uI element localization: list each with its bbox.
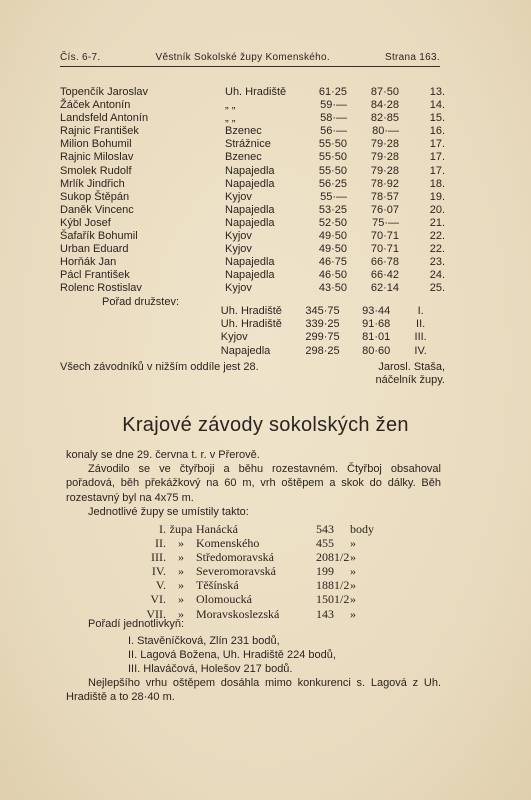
page-number: Strana 163. — [384, 52, 440, 63]
district-unit: body — [350, 522, 374, 536]
individual-ranking-label: Pořadí jednotlivkyň: — [88, 618, 184, 630]
district-ranking — [140, 522, 400, 621]
competitor-name: Landsfeld Antonín — [60, 112, 149, 125]
individual-row: III. Hlaváčová, Holešov 217 bodů. — [128, 663, 293, 676]
rank: 15. — [429, 112, 445, 125]
rank: 18. — [429, 177, 445, 190]
result-row — [60, 151, 445, 164]
unit-name: Kyjov — [225, 282, 252, 295]
score-percent: 66·42 — [370, 269, 399, 282]
team-rank: II. — [416, 318, 426, 331]
spacer — [60, 318, 221, 331]
result-row — [60, 243, 445, 256]
unit-name: Bzenec — [225, 125, 262, 138]
results-table — [60, 86, 445, 309]
score-points: 49·50 — [318, 243, 347, 256]
unit-name: Kyjov — [225, 190, 252, 203]
score-percent: 79·28 — [370, 151, 399, 164]
team-results-table — [60, 305, 445, 358]
team-name: Kyjov — [220, 331, 248, 344]
team-percent: 81·01 — [362, 331, 391, 344]
district-rank: I. — [159, 522, 166, 536]
score-percent: 66·78 — [370, 256, 399, 269]
unit-name: Napajedla — [225, 177, 275, 190]
rank: 20. — [429, 203, 445, 216]
district-points: 1501/2 — [316, 592, 350, 607]
score-points: 46·50 — [318, 269, 347, 282]
competitor-name: Šafařík Bohumil — [60, 230, 138, 243]
district-points: 143 — [316, 606, 334, 621]
individual-ranking — [128, 634, 428, 677]
score-points: 52·50 — [318, 216, 347, 229]
unit-name: Strážnice — [225, 138, 271, 151]
district-rank: III. — [151, 550, 166, 565]
team-rank: I. — [417, 305, 424, 317]
district-row — [140, 522, 400, 536]
district-name: Severomoravská — [196, 564, 276, 579]
score-percent: 79·28 — [370, 138, 399, 151]
team-name: Uh. Hradiště — [220, 305, 282, 317]
unit-name: „ „ — [225, 112, 236, 125]
district-word: » — [178, 578, 184, 593]
rank: 24. — [429, 269, 445, 282]
score-percent: 62·14 — [370, 282, 399, 295]
district-word: » — [178, 606, 184, 621]
district-points: 2081/2 — [316, 550, 350, 565]
result-row — [60, 230, 445, 243]
team-percent: 91·68 — [362, 318, 391, 331]
individual-row: I. Stavěníčková, Zlín 231 bodů, — [128, 635, 280, 647]
competitor-name: Kýbl Josef — [60, 216, 111, 229]
competitor-name: Rajnic Miloslav — [60, 151, 134, 164]
district-row — [140, 536, 400, 550]
result-row — [60, 204, 445, 217]
closing-paragraph: Nejlepšího vrhu oštěpem dosáhla mimo konkurenci s. Lagová z Uh. Hradiště a to 28·40 m. — [66, 677, 441, 704]
score-percent: 87·50 — [370, 86, 399, 98]
score-points: 53·25 — [318, 203, 347, 216]
individual-row: II. Lagová Božena, Uh. Hradiště 224 bodů, — [128, 649, 336, 662]
rank: 19. — [429, 190, 445, 203]
district-row — [140, 578, 400, 592]
paragraph: Závodilo se ve čtyřboji a běhu rozestavném. Čtyřboj obsahoval pořadová, běh překážkový na 60 m, vrh oštěpem a skok do dálky. Běh rozestavný byl na 4x75 m. — [66, 463, 441, 504]
unit-name: Bzenec — [225, 151, 262, 164]
rank: 14. — [429, 99, 445, 112]
competitor-name: Rolenc Rostislav — [60, 282, 142, 295]
district-points: 455 — [316, 536, 334, 551]
unit-name: Kyjov — [225, 230, 252, 243]
competitors-count: Všech závodníků v nižším oddíle jest 28. — [60, 361, 259, 373]
team-points: 298·25 — [305, 344, 340, 357]
intro-text — [66, 448, 441, 519]
team-points: 299·75 — [305, 331, 340, 344]
rank: 17. — [429, 138, 445, 151]
competitor-name: Topenčík Jaroslav — [60, 86, 149, 98]
result-row — [60, 256, 445, 269]
score-points: 56·25 — [318, 177, 347, 190]
team-name: Uh. Hradiště — [220, 318, 282, 331]
district-unit: » — [350, 592, 356, 607]
rank: 22. — [429, 243, 445, 256]
district-rank: IV. — [151, 564, 166, 579]
score-percent: 82·85 — [370, 112, 399, 125]
district-points: 199 — [316, 564, 334, 579]
rank: 22. — [429, 230, 445, 243]
score-points: 61·25 — [318, 86, 347, 98]
district-word: župa — [169, 522, 193, 536]
running-header — [60, 52, 440, 67]
unit-name: Napajedla — [225, 216, 275, 229]
competitor-name: Smolek Rudolf — [60, 164, 132, 177]
signature-name: Jarosl. Staša, — [378, 361, 445, 373]
district-name: Moravskoslezská — [196, 606, 280, 621]
score-percent: 75·— — [372, 216, 399, 229]
result-row — [60, 86, 445, 99]
district-word: » — [178, 564, 184, 579]
team-row — [60, 305, 445, 318]
district-name: Komenského — [196, 536, 260, 551]
spacer — [60, 331, 221, 344]
signature-role: náčelník župy. — [375, 374, 445, 387]
competitor-name: Pácl František — [60, 269, 130, 282]
result-row — [60, 138, 445, 151]
result-row — [60, 165, 445, 178]
score-points: 43·50 — [318, 282, 347, 295]
result-row — [60, 191, 445, 204]
district-rank: V. — [155, 578, 166, 593]
competitor-name: Sukop Štěpán — [60, 190, 130, 203]
team-rank: IV. — [414, 344, 427, 357]
score-percent: 80·— — [372, 125, 399, 138]
district-name: Středomoravská — [196, 550, 274, 565]
district-points: 1881/2 — [316, 578, 350, 593]
score-percent: 78·57 — [370, 190, 399, 203]
score-percent: 79·28 — [370, 164, 399, 177]
rank: 17. — [429, 151, 445, 164]
journal-title: Věstník Sokolské župy Komenského. — [155, 52, 330, 63]
district-row — [140, 550, 400, 564]
rank: 25. — [429, 282, 445, 295]
rank: 23. — [429, 256, 445, 269]
team-row — [60, 318, 445, 331]
result-row — [60, 269, 445, 282]
spacer — [60, 305, 221, 318]
team-row — [60, 345, 445, 358]
team-points: 345·75 — [305, 305, 340, 317]
district-unit: » — [350, 536, 356, 551]
result-row — [60, 99, 445, 112]
result-row — [60, 217, 445, 230]
results-note — [60, 361, 445, 387]
score-percent: 78·92 — [370, 177, 399, 190]
competitor-name: Urban Eduard — [60, 243, 129, 256]
issue-number: Čís. 6-7. — [60, 52, 101, 63]
competitor-name: Daněk Vincenc — [60, 203, 134, 216]
team-name: Napajedla — [220, 344, 271, 357]
score-percent: 70·71 — [370, 230, 399, 243]
team-points: 339·25 — [305, 318, 340, 331]
result-row — [60, 282, 445, 295]
score-points: 58·— — [320, 112, 347, 125]
district-rank: VI. — [150, 592, 166, 607]
team-row — [60, 331, 445, 344]
district-unit: » — [350, 606, 356, 621]
score-points: 55·50 — [318, 138, 347, 151]
district-name: Hanácká — [196, 522, 238, 536]
district-unit: » — [350, 564, 356, 579]
district-word: » — [178, 550, 184, 565]
score-points: 56·— — [320, 125, 347, 138]
team-percent: 80·60 — [362, 344, 391, 357]
spacer — [60, 345, 221, 358]
rank: 21. — [429, 216, 445, 229]
unit-name: Napajedla — [225, 203, 275, 216]
score-points: 55·50 — [318, 164, 347, 177]
district-points: 543 — [316, 522, 334, 536]
score-points: 55·— — [320, 190, 347, 203]
district-rank: VII. — [146, 606, 166, 621]
paragraph: Jednotlivé župy se umístily takto: — [88, 505, 249, 518]
competitor-name: Milion Bohumil — [60, 138, 132, 151]
section-title: Krajové závody sokolských žen — [122, 414, 409, 436]
score-points: 49·50 — [318, 230, 347, 243]
rank: 13. — [429, 86, 445, 98]
district-unit: » — [350, 578, 356, 593]
competitor-name: Žáček Antonín — [60, 99, 131, 112]
score-points: 46·75 — [318, 256, 347, 269]
district-unit: » — [350, 550, 356, 565]
district-word: » — [178, 536, 184, 551]
result-row — [60, 112, 445, 125]
district-row — [140, 592, 400, 606]
unit-name: Napajedla — [225, 269, 275, 282]
score-points: 55·50 — [318, 151, 347, 164]
unit-name: Kyjov — [225, 243, 252, 256]
rank: 16. — [429, 125, 445, 138]
unit-name: Uh. Hradiště — [225, 86, 287, 98]
unit-name: Napajedla — [225, 256, 275, 269]
score-percent: 70·71 — [370, 243, 399, 256]
competitor-name: Horňák Jan — [60, 256, 117, 269]
unit-name: Napajedla — [225, 164, 275, 177]
team-rank: III. — [414, 331, 427, 344]
score-percent: 84·28 — [370, 99, 399, 112]
district-name: Olomoucká — [196, 592, 252, 607]
competitor-name: Rajnic František — [60, 125, 139, 138]
competitor-name: Mrlík Jindřich — [60, 177, 125, 190]
district-name: Těšínská — [196, 578, 239, 593]
district-rank: II. — [155, 536, 166, 551]
paragraph: konaly se dne 29. června t. r. v Přerově. — [66, 449, 260, 461]
team-order-label: Pořad družstev: — [102, 295, 180, 308]
result-row — [60, 125, 445, 138]
rank: 17. — [429, 164, 445, 177]
score-points: 59·— — [320, 99, 347, 112]
score-percent: 76·07 — [370, 203, 399, 216]
result-row — [60, 178, 445, 191]
team-percent: 93·44 — [362, 305, 391, 317]
district-row — [140, 564, 400, 578]
unit-name: „ „ — [225, 99, 236, 112]
district-word: » — [178, 592, 184, 607]
